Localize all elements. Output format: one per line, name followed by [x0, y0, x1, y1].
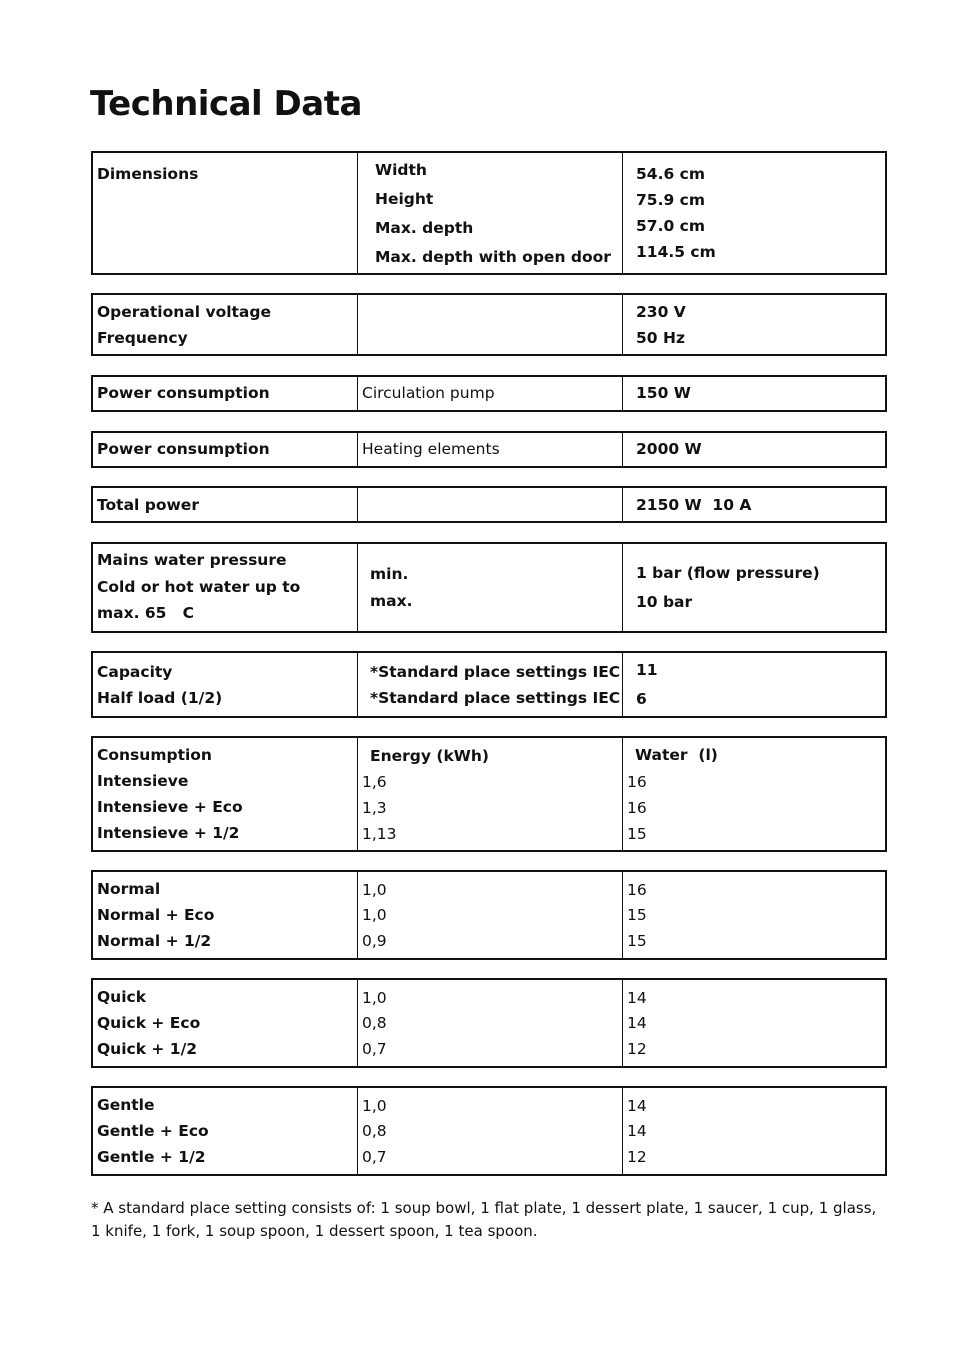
param-max-depth: Max. depth: [375, 219, 474, 237]
water-pressure-params-cell: [358, 544, 623, 631]
water-pressure-label: Mains water pressure: [97, 551, 287, 569]
consumption-intensive-table: [91, 736, 887, 852]
program-label: Gentle + Eco: [97, 1122, 209, 1140]
water-value: 14: [627, 1097, 647, 1115]
energy-value: 1,3: [362, 799, 387, 817]
program-label: Intensieve + 1/2: [97, 824, 240, 842]
program-label: Gentle: [97, 1096, 155, 1114]
half-load-value: 6: [636, 690, 647, 708]
dimensions-label: Dimensions: [97, 165, 199, 183]
dimensions-params-cell: [358, 153, 623, 273]
program-label: Quick: [97, 988, 147, 1006]
water-value: 14: [627, 989, 647, 1007]
energy-value: 1,13: [362, 825, 397, 843]
capacity-table: [91, 651, 887, 718]
water-header: Water (l): [635, 746, 718, 764]
energy-value: 1,0: [362, 1097, 387, 1115]
program-label: Quick + Eco: [97, 1014, 201, 1032]
value-max-depth: 57.0 cm: [636, 217, 705, 235]
dimensions-label-cell: [93, 153, 358, 273]
consumption-energy-cell: [358, 980, 623, 1066]
power-heat-value-cell: [623, 433, 885, 466]
value-width: 54.6 cm: [636, 165, 705, 183]
water-temp-label: Cold or hot water up to: [97, 578, 301, 596]
dimensions-table: [91, 151, 887, 275]
total-power-value-cell: [623, 488, 885, 521]
consumption-programs-cell: [93, 738, 358, 850]
voltage-params-cell: [358, 295, 623, 354]
power-pump-param-cell: [358, 377, 623, 410]
power-pump-label: Power consumption: [97, 384, 270, 402]
water-pressure-table: [91, 542, 887, 633]
consumption-programs-cell: [93, 980, 358, 1066]
energy-value: 1,0: [362, 906, 387, 924]
consumption-water-cell: [623, 738, 885, 850]
water-value: 16: [627, 799, 647, 817]
capacity-params-cell: [358, 653, 623, 716]
energy-value: 0,8: [362, 1014, 387, 1032]
program-label: Normal + 1/2: [97, 932, 212, 950]
water-value: 16: [627, 773, 647, 791]
energy-value: 1,0: [362, 881, 387, 899]
power-pump-table: [91, 375, 887, 412]
pressure-min-value: 1 bar (flow pressure): [636, 564, 820, 582]
voltage-label: Operational voltage: [97, 303, 272, 321]
program-label: Quick + 1/2: [97, 1040, 198, 1058]
half-load-param: *Standard place settings IEC: [370, 689, 621, 707]
consumption-label: Consumption: [97, 746, 212, 764]
power-pump-label-cell: [93, 377, 358, 410]
consumption-energy-cell: [358, 1088, 623, 1174]
page-title: Technical Data: [90, 84, 362, 124]
program-label: Gentle + 1/2: [97, 1148, 206, 1166]
power-heat-label-cell: [93, 433, 358, 466]
capacity-value: 11: [636, 661, 658, 679]
consumption-water-cell: [623, 980, 885, 1066]
water-value: 15: [627, 906, 647, 924]
total-power-value: 2150 W 10 A: [636, 496, 752, 514]
capacity-label-cell: [93, 653, 358, 716]
power-heat-param: Heating elements: [362, 440, 500, 458]
energy-value: 1,0: [362, 989, 387, 1007]
consumption-water-cell: [623, 872, 885, 958]
water-value: 12: [627, 1148, 647, 1166]
program-label: Normal: [97, 880, 161, 898]
program-label: Normal + Eco: [97, 906, 215, 924]
frequency-label: Frequency: [97, 329, 188, 347]
power-heat-label: Power consumption: [97, 440, 270, 458]
voltage-values-cell: [623, 295, 885, 354]
power-heat-param-cell: [358, 433, 623, 466]
energy-header: Energy (kWh): [370, 747, 489, 765]
water-value: 15: [627, 825, 647, 843]
water-value: 16: [627, 881, 647, 899]
footnote: * A standard place setting consists of: 1 soup bowl, 1 flat plate, 1 dessert plate, 1 saucer, 1 cup, 1 glass, 1 knife, 1 fork, 1 soup spoon, 1 dessert spoon, 1 tea spoon.: [91, 1199, 877, 1240]
consumption-quick-table: [91, 978, 887, 1068]
water-value: 12: [627, 1040, 647, 1058]
param-max-depth-open: Max. depth with open door: [375, 248, 611, 266]
param-width: Width: [375, 161, 427, 179]
water-value: 15: [627, 932, 647, 950]
water-pressure-values-cell: [623, 544, 885, 631]
power-pump-param: Circulation pump: [362, 384, 495, 402]
capacity-label: Capacity: [97, 663, 173, 681]
pressure-max-param: max.: [370, 592, 413, 610]
consumption-energy-cell: [358, 872, 623, 958]
total-power-label: Total power: [97, 496, 199, 514]
energy-value: 0,8: [362, 1122, 387, 1140]
energy-value: 1,6: [362, 773, 387, 791]
pressure-max-value: 10 bar: [636, 593, 693, 611]
voltage-value: 230 V: [636, 303, 686, 321]
consumption-water-cell: [623, 1088, 885, 1174]
capacity-param: *Standard place settings IEC: [370, 663, 621, 681]
consumption-programs-cell: [93, 1088, 358, 1174]
pressure-min-param: min.: [370, 565, 409, 583]
dimensions-values-cell: [623, 153, 885, 273]
water-pressure-label-cell: [93, 544, 358, 631]
power-pump-value-cell: [623, 377, 885, 410]
energy-value: 0,7: [362, 1148, 387, 1166]
capacity-values-cell: [623, 653, 885, 716]
water-value: 14: [627, 1122, 647, 1140]
power-pump-value: 150 W: [636, 384, 691, 402]
total-power-label-cell: [93, 488, 358, 521]
voltage-table: [91, 293, 887, 356]
total-power-table: [91, 486, 887, 523]
program-label: Intensieve + Eco: [97, 798, 243, 816]
param-height: Height: [375, 190, 434, 208]
water-value: 14: [627, 1014, 647, 1032]
value-height: 75.9 cm: [636, 191, 705, 209]
energy-value: 0,7: [362, 1040, 387, 1058]
consumption-programs-cell: [93, 872, 358, 958]
power-heat-value: 2000 W: [636, 440, 702, 458]
total-power-param-cell: [358, 488, 623, 521]
consumption-normal-table: [91, 870, 887, 960]
value-max-depth-open: 114.5 cm: [636, 243, 716, 261]
water-max-temp-label: max. 65 C: [97, 604, 195, 622]
frequency-value: 50 Hz: [636, 329, 685, 347]
half-load-label: Half load (1/2): [97, 689, 223, 707]
consumption-gentle-table: [91, 1086, 887, 1176]
voltage-label-cell: [93, 295, 358, 354]
program-label: Intensieve: [97, 772, 189, 790]
power-heat-table: [91, 431, 887, 468]
energy-value: 0,9: [362, 932, 387, 950]
consumption-energy-cell: [358, 738, 623, 850]
